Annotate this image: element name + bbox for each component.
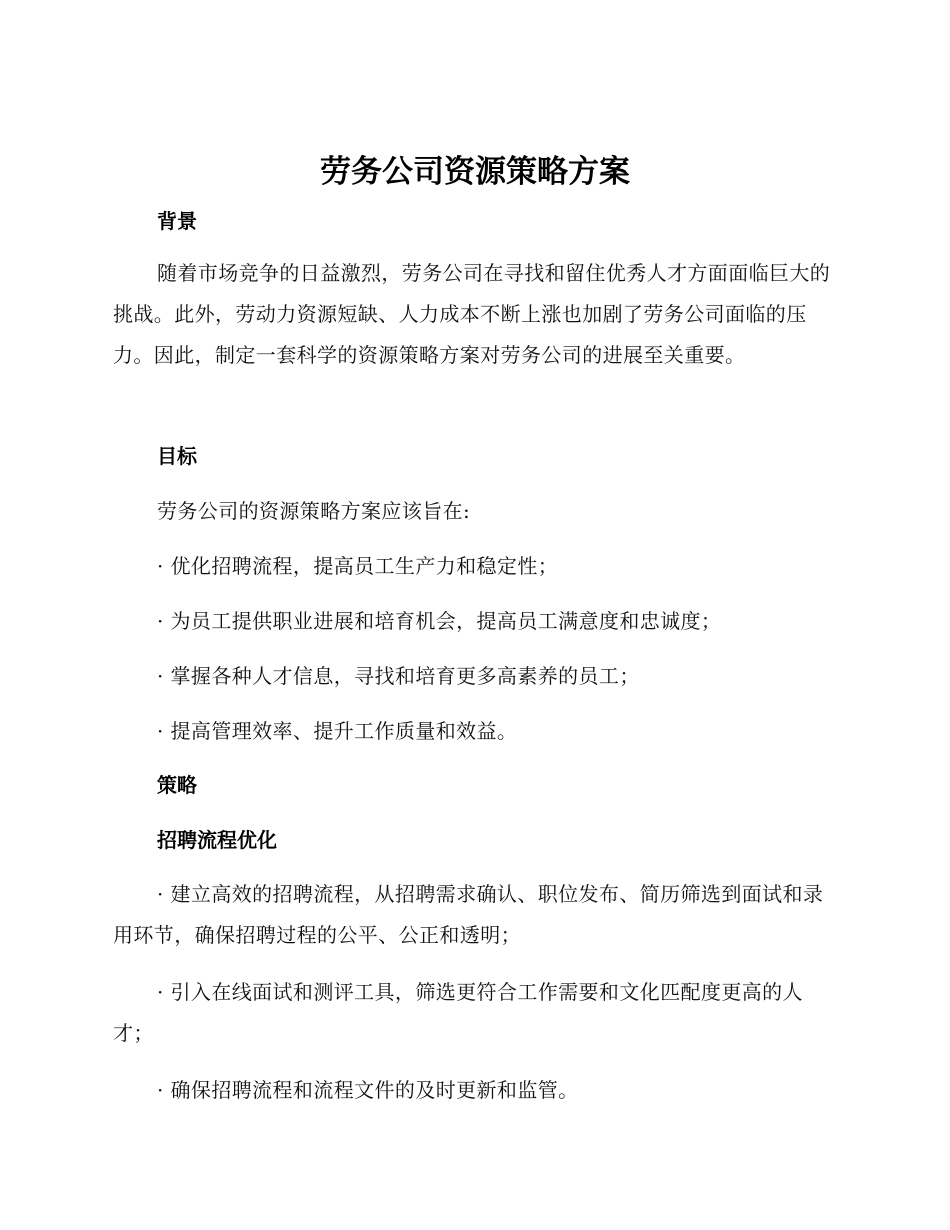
goals-intro: 劳务公司的资源策略方案应该旨在: xyxy=(157,499,471,523)
goal-item: · 优化招聘流程，提高员工生产力和稳定性； xyxy=(157,554,559,578)
goal-item: · 为员工提供职业进展和培育机会，提高员工满意度和忠诚度； xyxy=(157,609,722,633)
section-heading-background: 背景 xyxy=(157,209,197,233)
recruit-item: · 确保招聘流程和流程文件的及时更新和监管。 xyxy=(157,1078,579,1102)
recruit-item: · 引入在线面试和测评工具，筛选更符合工作需要和文化匹配度更高的人才； xyxy=(113,980,803,1045)
subsection-heading-recruitment: 招聘流程优化 xyxy=(157,828,277,852)
goal-item: · 提高管理效率、提升工作质量和效益。 xyxy=(157,719,518,743)
goal-item: · 掌握各种人才信息，寻找和培育更多高素养的员工； xyxy=(157,664,640,688)
section-heading-strategy: 策略 xyxy=(157,773,197,797)
recruit-item: · 建立高效的招聘流程，从招聘需求确认、职位发布、简历筛选到面试和录用环节，确保招聘过程的公平、公正和透明； xyxy=(113,882,824,947)
background-paragraph: 随着市场竞争的日益激烈，劳务公司在寻找和留住优秀人才方面面临巨大的挑战。此外，劳动力资源短缺、人力成本不断上涨也加剧了劳务公司面临的压力。因此，制定一套科学的资源策略方案对劳务公司的进展至关重要。 xyxy=(113,261,831,367)
document-title: 劳务公司资源策略方案 xyxy=(320,154,630,190)
section-heading-goals: 目标 xyxy=(157,444,197,468)
